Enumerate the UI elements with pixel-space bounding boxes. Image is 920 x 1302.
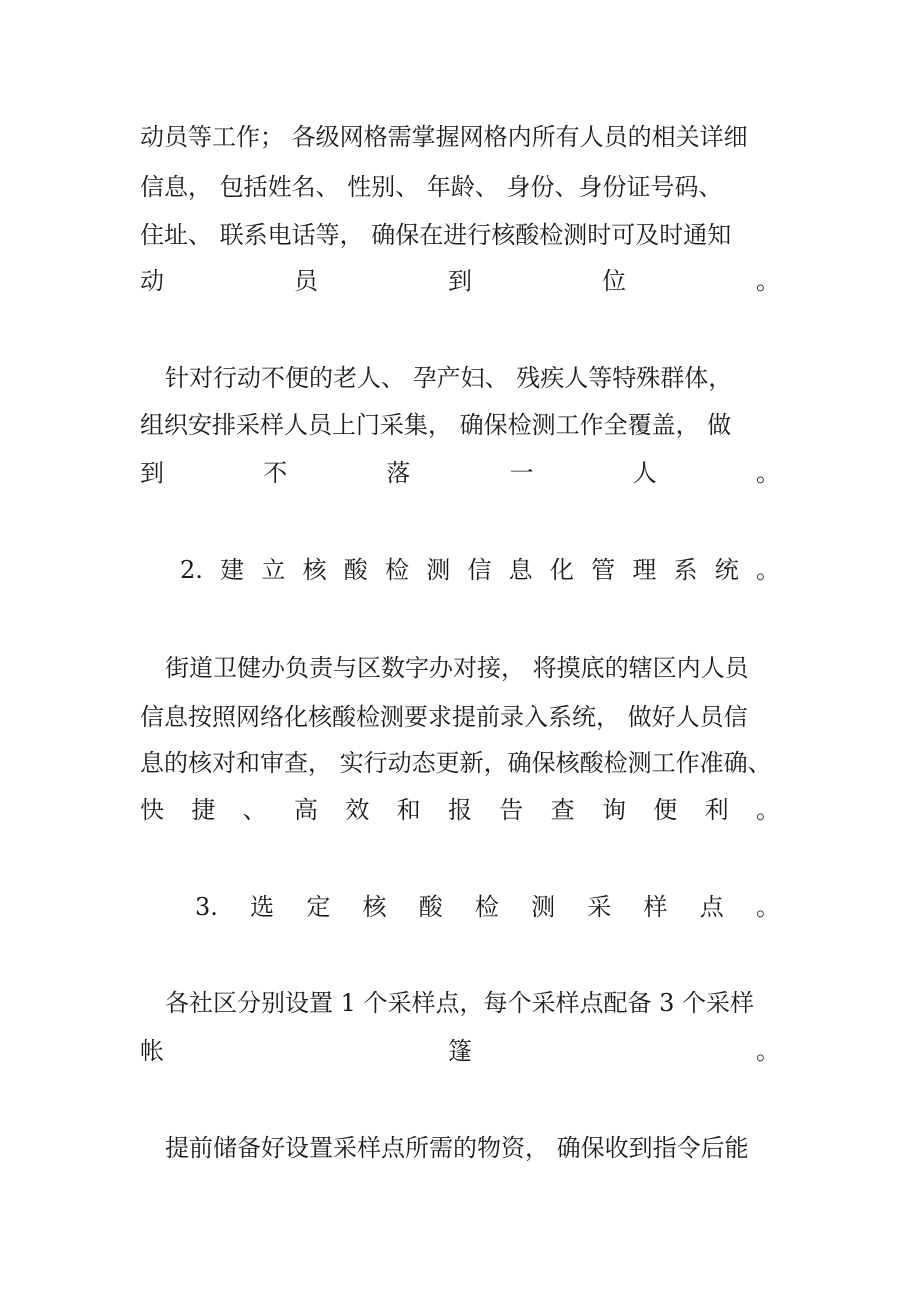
char: 位	[602, 267, 626, 295]
char: 系	[673, 556, 698, 584]
char: 利	[704, 796, 729, 824]
paragraph3-line3: 息的核对和审查， 实行动态更新，确保核酸检测工作准确、	[140, 749, 772, 777]
paragraph1-line1: 动员等工作； 各级网格需掌握网格内所有人员的相关详细	[140, 123, 748, 151]
char: 快	[140, 796, 164, 824]
char: 不	[263, 459, 288, 487]
paragraph4-line2	[140, 1036, 780, 1066]
char: 。	[755, 893, 780, 921]
char: 测	[426, 556, 451, 584]
char: 立	[261, 556, 286, 584]
char: 信	[467, 556, 492, 584]
char: 效	[345, 796, 370, 824]
char: 化	[549, 556, 574, 584]
char: 3.	[195, 893, 218, 921]
char: 核	[362, 893, 387, 921]
char: 捷	[191, 796, 216, 824]
char: 。	[755, 796, 780, 824]
char: 息	[508, 556, 533, 584]
char: 定	[306, 893, 331, 921]
char: 。	[755, 556, 780, 584]
paragraph1-line3: 住址、 联系电话等， 确保在进行核酸检测时可及时通知	[140, 221, 732, 249]
paragraph4-line1: 各社区分别设置 1 个采样点，每个采样点配备 3 个采样	[165, 989, 755, 1017]
paragraph2-line1: 针对行动不便的老人、 孕产妇、 残疾人等特殊群体，	[165, 364, 733, 392]
char: 报	[447, 796, 472, 824]
paragraph2-line3	[140, 458, 780, 488]
char: 员	[294, 267, 318, 295]
heading-3	[195, 892, 780, 922]
char: 。	[755, 459, 780, 487]
paragraph3-line1: 街道卫健办负责与区数字办对接， 将摸底的辖区内人员	[165, 654, 749, 682]
char: 点	[699, 893, 724, 921]
char: 和	[396, 796, 421, 824]
char: 高	[293, 796, 318, 824]
char: 检	[474, 893, 499, 921]
char: 样	[643, 893, 668, 921]
char: 建	[220, 556, 245, 584]
char: 统	[714, 556, 739, 584]
paragraph5-line1: 提前储备好设置采样点所需的物资， 确保收到指令后能	[165, 1134, 749, 1162]
char: 落	[386, 459, 411, 487]
char: 告	[499, 796, 524, 824]
char: 动	[140, 267, 164, 295]
char: 到	[448, 267, 472, 295]
paragraph1-line2: 信息， 包括姓名、 性别、 年龄、 身份、身份证号码、	[140, 173, 723, 201]
char: 检	[385, 556, 409, 584]
char: 询	[601, 796, 626, 824]
char: 篷	[448, 1037, 472, 1065]
char: 人	[632, 459, 657, 487]
char: 。	[756, 1037, 780, 1065]
char: 采	[587, 893, 612, 921]
char: 、	[242, 796, 267, 824]
char: 帐	[140, 1037, 164, 1065]
heading-2	[180, 555, 780, 585]
char: 管	[591, 556, 616, 584]
paragraph3-line4	[140, 795, 780, 825]
char: 测	[531, 893, 556, 921]
char: 理	[632, 556, 657, 584]
paragraph1-line4	[140, 266, 780, 296]
char: 便	[653, 796, 678, 824]
char: 选	[250, 893, 275, 921]
paragraph3-line2: 信息按照网络化核酸检测要求提前录入系统， 做好人员信	[140, 703, 748, 731]
char: 。	[756, 267, 780, 295]
char: 到	[140, 459, 164, 487]
char: 酸	[418, 893, 443, 921]
char: 核	[302, 556, 327, 584]
paragraph2-line2: 组织安排采样人员上门采集， 确保检测工作全覆盖， 做	[140, 411, 732, 439]
char: 2.	[180, 556, 203, 584]
char: 酸	[343, 556, 368, 584]
char: 查	[550, 796, 575, 824]
char: 一	[509, 459, 534, 487]
